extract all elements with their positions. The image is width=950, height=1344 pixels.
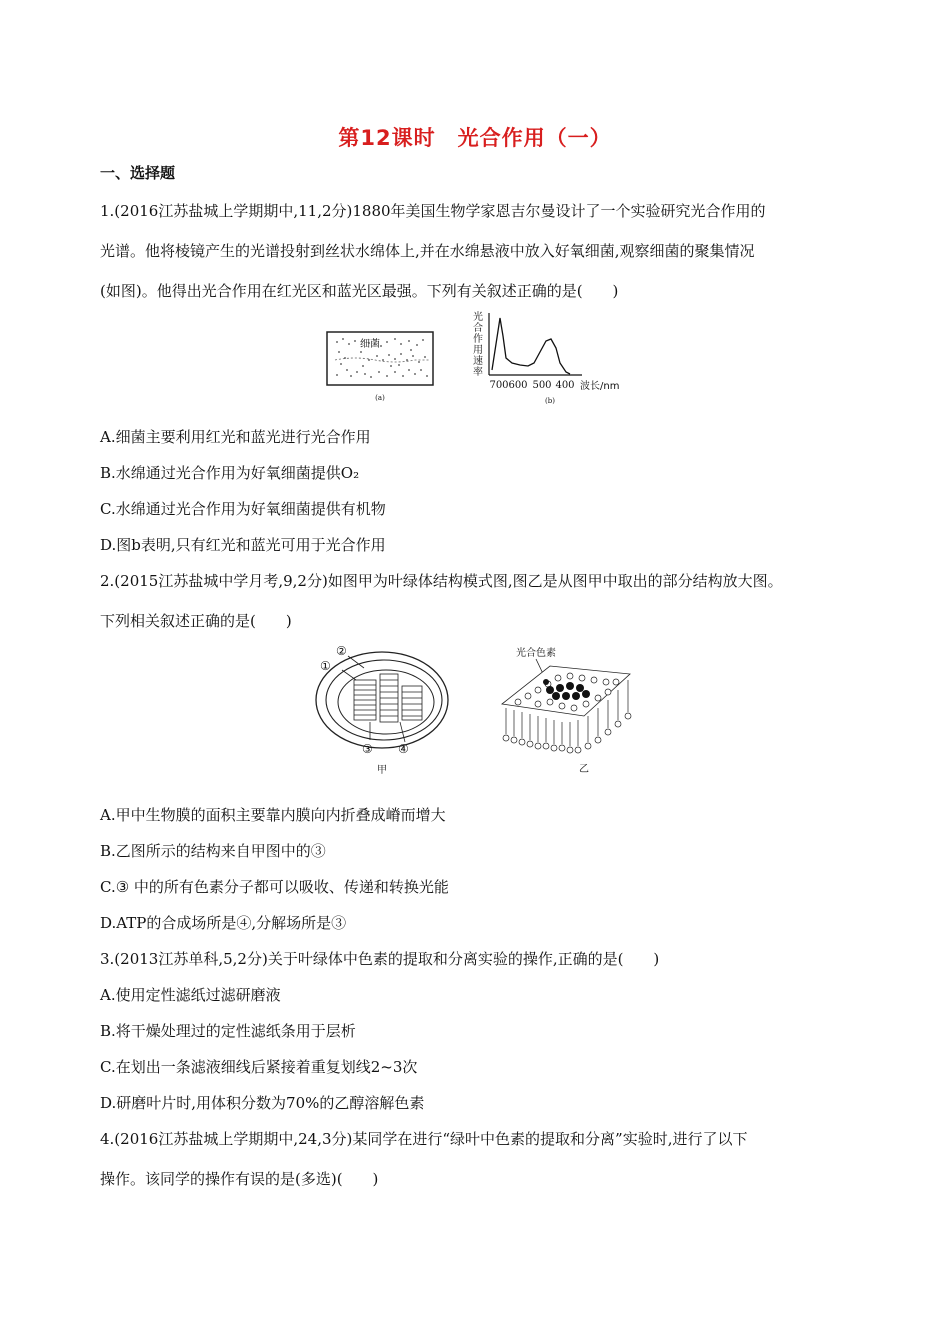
q3-option-d: D.研磨叶片时,用体积分数为70%的乙醇溶解色素 <box>100 1094 425 1112</box>
q4-stem-line-2: 操作。该同学的操作有误的是(多选)( ) <box>100 1170 379 1188</box>
q2-stem-line-1: 2.(2015江苏盐城中学月考,9,2分)如图甲为叶绿体结构模式图,图乙是从图甲中取出的部分结构放大图。 <box>100 572 783 590</box>
q1-fig-a-inner-label: 细菌 <box>360 339 380 350</box>
q1-figure-a <box>325 330 437 405</box>
q2-figure-yi <box>498 642 638 777</box>
q2-option-d: D.ATP的合成场所是④,分解场所是③ <box>100 914 347 932</box>
q2-fig-yi-caption: 乙 <box>579 764 589 775</box>
q1-option-c: C.水绵通过光合作用为好氧细菌提供有机物 <box>100 500 386 518</box>
q1-fig-a-caption: (a) <box>375 394 385 402</box>
q2-fig-yi-label: 光合色素 <box>516 648 556 659</box>
q2-stem-line-2: 下列相关叙述正确的是( ) <box>100 612 292 630</box>
q3-option-a: A.使用定性滤纸过滤研磨液 <box>100 986 281 1004</box>
q1-option-d: D.图b表明,只有红光和蓝光可用于光合作用 <box>100 536 386 554</box>
q4-stem-line-1: 4.(2016江苏盐城上学期期中,24,3分)某同学在进行“绿叶中色素的提取和分离”实验时,进行了以下 <box>100 1130 748 1148</box>
q2-fig-label-1: ① <box>320 659 331 673</box>
q2-figure-jia <box>310 640 470 780</box>
section-heading: 一、选择题 <box>100 164 176 182</box>
q1-figure-b <box>470 308 650 408</box>
page-title: 第12课时 光合作用（一） <box>338 126 612 150</box>
q1-fig-b-ylabel-char: 速 <box>473 356 483 367</box>
q1-fig-b-curve <box>492 318 570 374</box>
q1-fig-b-ylabel-char: 作 <box>473 334 483 345</box>
q1-fig-b-caption: (b) <box>545 397 555 405</box>
q1-stem-line-1: 1.(2016江苏盐城上学期期中,11,2分)1880年美国生物学家恩吉尔曼设计了一个实验研究光合作用的 <box>100 202 766 220</box>
q1-fig-b-xtick: 500 <box>532 380 552 391</box>
q1-fig-b-xtick: 700 <box>489 380 509 391</box>
q3-stem-line-1: 3.(2013江苏单科,5,2分)关于叶绿体中色素的提取和分离实验的操作,正确的是( ) <box>100 950 660 968</box>
q3-option-b: B.将干燥处理过的定性滤纸条用于层析 <box>100 1022 356 1040</box>
q2-fig-label-3: ③ <box>362 742 373 756</box>
q2-fig-jia-caption: 甲 <box>377 765 387 776</box>
q1-fig-b-xtick: 600 <box>508 380 528 391</box>
q1-option-a: A.细菌主要利用红光和蓝光进行光合作用 <box>100 428 371 446</box>
q1-stem-line-2: 光谱。他将棱镜产生的光谱投射到丝状水绵体上,并在水绵悬液中放入好氧细菌,观察细菌的聚集情况 <box>100 242 755 260</box>
q2-option-c: C.③ 中的所有色素分子都可以吸收、传递和转换光能 <box>100 878 449 896</box>
q1-fig-b-ylabel-char: 光 <box>473 312 483 323</box>
q3-option-c: C.在划出一条滤液细线后紧接着重复划线2~3次 <box>100 1058 418 1076</box>
q1-fig-b-ylabel-char: 率 <box>473 367 483 378</box>
q1-fig-b-ylabel-char: 用 <box>473 345 483 356</box>
q2-option-b: B.乙图所示的结构来自甲图中的③ <box>100 842 326 860</box>
q1-option-b: B.水绵通过光合作用为好氧细菌提供O₂ <box>100 464 360 482</box>
q2-fig-label-2: ② <box>336 644 347 658</box>
q1-fig-b-ylabel-char: 合 <box>473 323 483 334</box>
q1-fig-b-xlabel: 波长/nm <box>580 381 620 392</box>
q2-fig-label-4: ④ <box>398 742 409 756</box>
q1-stem-line-3: (如图)。他得出光合作用在红光区和蓝光区最强。下列有关叙述正确的是( ) <box>100 282 619 300</box>
q2-option-a: A.甲中生物膜的面积主要靠内膜向内折叠成嵴而增大 <box>100 806 446 824</box>
q1-fig-b-xtick: 400 <box>555 380 575 391</box>
